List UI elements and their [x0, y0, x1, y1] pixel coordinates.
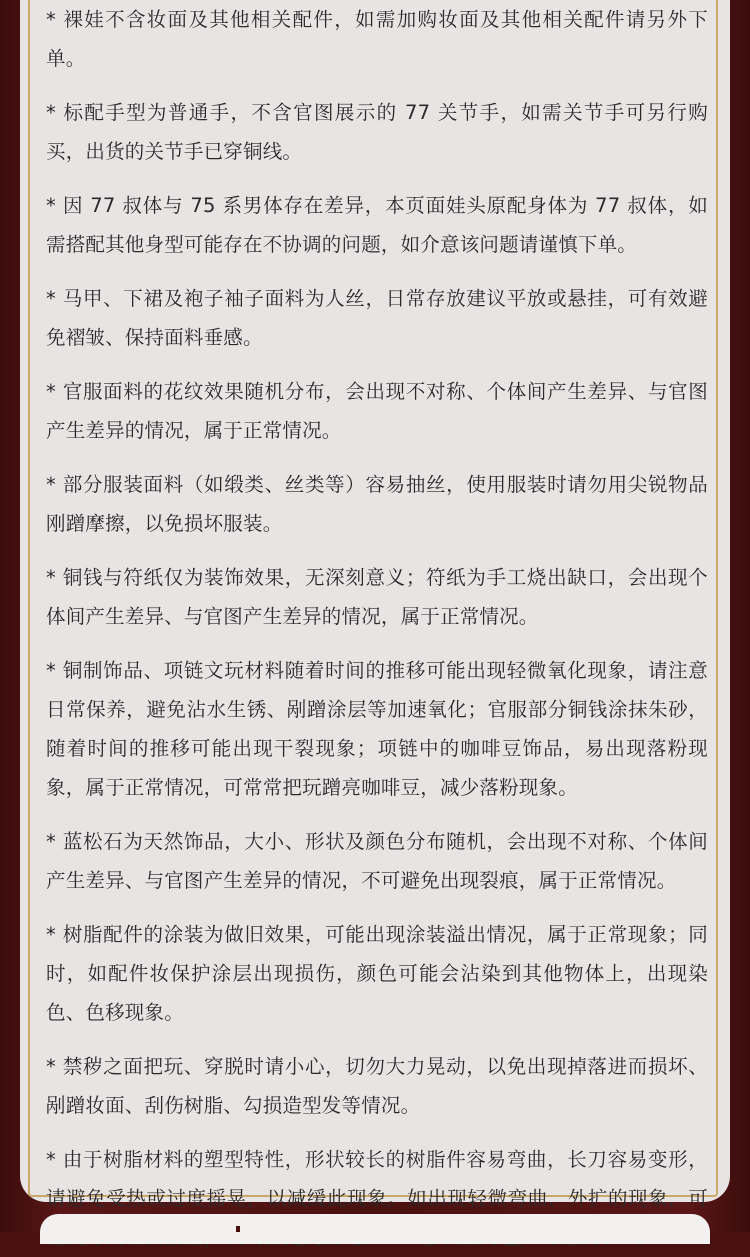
note-item: * 禁秽之面把玩、穿脱时请小心，切勿大力晃动，以免出现掉落进而损坏、剐蹭妆面、刮伤树脂、勾损造型发等情况。	[46, 1055, 708, 1117]
notes-list	[46, 0, 708, 1257]
note-item: * 因 77 叔体与 75 系男体存在差异，本页面娃头原配身体为 77 叔体，如需搭配其他身型可能存在不协调的问题，如介意该问题请谨慎下单。	[46, 194, 708, 256]
note-item: * 铜制饰品、项链文玩材料随着时间的推移可能出现轻微氧化现象，请注意日常保养，避免沾水生锈、剐蹭涂层等加速氧化；官服部分铜钱涂抹朱砂，随着时间的推移可能出现干裂现象；项链中的咖啡豆饰品，易出现落粉现象，属于正常情况，可常常把玩蹭亮咖啡豆，减少落粉现象。	[46, 659, 708, 799]
note-item: * 蓝松石为天然饰品，大小、形状及颜色分布随机，会出现不对称、个体间产生差异、与官图产生差异的情况，不可避免出现裂痕，属于正常情况。	[46, 830, 708, 892]
note-item: * 官服面料的花纹效果随机分布，会出现不对称、个体间产生差异、与官图产生差异的情况，属于正常情况。	[46, 380, 708, 442]
note-item: * 标配手型为普通手，不含官图展示的 77 关节手，如需关节手可另行购买，出货的关节手已穿铜线。	[46, 101, 708, 163]
note-item: * 由于树脂材料的塑型特性，形状较长的树脂件容易弯曲，长刀容易变形，请避免受热或过度摇晃，以减缓此现象。如出现轻微弯曲、外扩的现象，可	[46, 1148, 708, 1210]
note-item: * 树脂配件的涂装为做旧效果，可能出现涂装溢出情况，属于正常现象；同时，如配件妆保护涂层出现损伤，颜色可能会沾染到其他物体上，出现染色、色移现象。	[46, 923, 708, 1024]
note-item: * 裸娃不含妆面及其他相关配件，如需加购妆面及其他相关配件请另外下单。	[46, 8, 708, 70]
next-section-edge	[40, 1214, 710, 1244]
decorative-mark	[236, 1226, 240, 1232]
note-item: * 部分服装面料（如缎类、丝类等）容易抽丝，使用服装时请勿用尖锐物品刚蹭摩擦，以免损坏服装。	[46, 473, 708, 535]
note-item: * 马甲、下裙及袍子袖子面料为人丝，日常存放建议平放或悬挂，可有效避免褶皱、保持面料垂感。	[46, 287, 708, 349]
note-item: * 铜钱与符纸仅为装饰效果，无深刻意义；符纸为手工烧出缺口，会出现个体间产生差异、与官图产生差异的情况，属于正常情况。	[46, 566, 708, 628]
